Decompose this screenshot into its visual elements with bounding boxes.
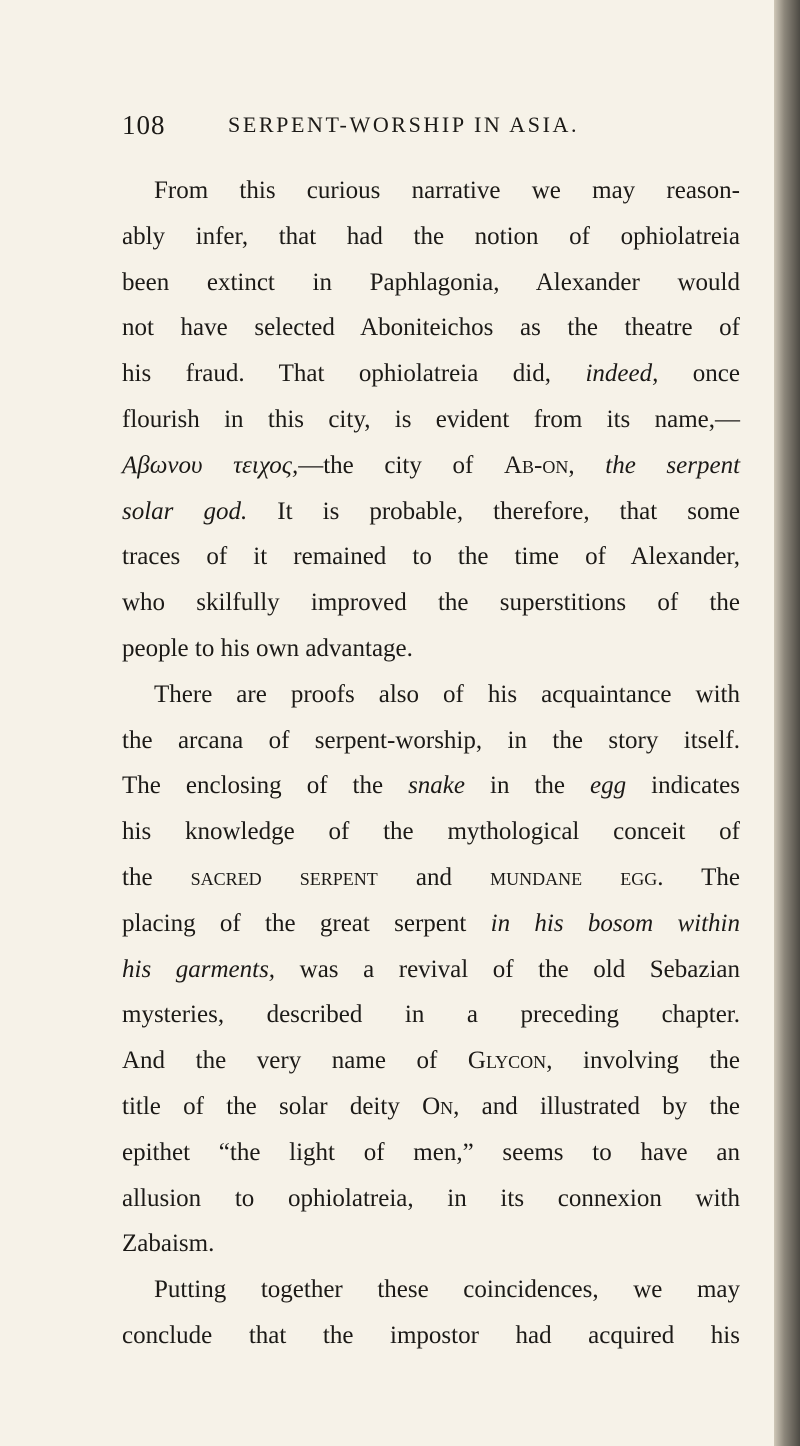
text-segment: in the [465,772,591,800]
text-line [122,855,740,901]
text-segment: his knowledge of the mythological conceit of [122,818,740,846]
text-line [122,305,740,351]
text-segment: On [422,1092,454,1120]
text-segment: solar god. [122,497,248,525]
text-segment: who skilfully improved the superstitions of the [122,589,740,617]
text-segment: in his bosom within [490,909,740,937]
text-segment: the serpent [605,451,741,479]
text-segment: placing of the great serpent [122,909,491,937]
text-segment: indeed, [585,360,659,388]
text-line [122,901,740,947]
text-segment: people to his own advantage. [122,634,413,662]
text-segment: From this curious narrative we may reason- [154,177,740,204]
text-line [122,534,740,580]
text-segment: egg [590,772,627,800]
text-line [122,397,740,443]
text-line [122,718,740,764]
text-segment: . The [657,863,740,891]
text-segment: , involving the [546,1047,740,1075]
text-segment: , and illustrated by the [453,1092,740,1120]
text-segment: Αβωνου τειχος, [122,451,299,479]
text-segment: Zabaism. [122,1230,215,1258]
text-segment: It is probable, therefore, that some [247,497,740,525]
text-line [122,443,740,489]
text-segment: Putting together these coincidences, we may [154,1276,740,1304]
text-segment: sacred serpent [190,863,378,891]
text-segment: the arcana of serpent-worship, in the story itself. [122,726,740,754]
text-segment: And the very name of [122,1047,468,1075]
text-line [122,1176,740,1222]
text-segment: —the city of [298,451,504,479]
body-text [122,168,740,1359]
text-segment: been extinct in Paphlagonia, Alexander would [122,268,740,296]
text-segment: was a revival of the old Sebazian [275,955,741,983]
text-segment: his garments, [122,955,276,983]
text-line [122,214,740,260]
text-line [122,672,740,718]
text-segment: the [122,863,191,891]
text-segment: and [377,863,491,891]
text-segment: mysteries, described in a preceding chapter. [122,1001,740,1029]
running-title: SERPENT-WORSHIP IN ASIA. [228,112,580,137]
page-number: 108 [122,110,166,140]
text-line [122,489,740,535]
text-segment: indicates [626,772,740,800]
text-segment: conclude that the impostor had acquired his [122,1321,740,1349]
text-line [122,763,740,809]
text-line [122,351,740,397]
text-segment: mundane egg [490,863,658,891]
text-segment: There are proofs also of his acquaintance with [154,680,740,708]
text-line [122,626,740,672]
text-line [122,1130,740,1176]
text-segment: epithet “the light of men,” seems to have an [122,1138,740,1166]
text-line [122,947,740,993]
text-line [122,992,740,1038]
text-segment: Ab-on [503,451,569,479]
text-line [122,809,740,855]
page-edge-shadow [774,0,800,1446]
text-line [122,580,740,626]
text-segment: flourish in this city, is evident from its name,— [122,405,740,433]
text-line [122,1221,740,1267]
text-line [122,1313,740,1359]
text-segment: allusion to ophiolatreia, in its connexion with [122,1184,740,1212]
text-segment: title of the solar deity [122,1092,423,1120]
text-segment: his fraud. That ophiolatreia did, [122,360,586,388]
text-segment: once [658,360,740,388]
text-line [122,1084,740,1130]
text-segment: The enclosing of the [122,772,409,800]
text-line [122,260,740,306]
text-line [122,1038,740,1084]
text-line [122,1267,740,1313]
page-header [122,110,682,150]
text-segment: Glycon [467,1047,547,1075]
text-segment: traces of it remained to the time of Alexander, [122,543,740,571]
text-segment: , [568,451,606,479]
text-line [122,168,740,214]
text-segment: not have selected Aboniteichos as the theatre of [122,314,740,342]
text-segment: snake [408,772,465,800]
text-segment: ably infer, that had the notion of ophiolatreia [122,222,740,250]
